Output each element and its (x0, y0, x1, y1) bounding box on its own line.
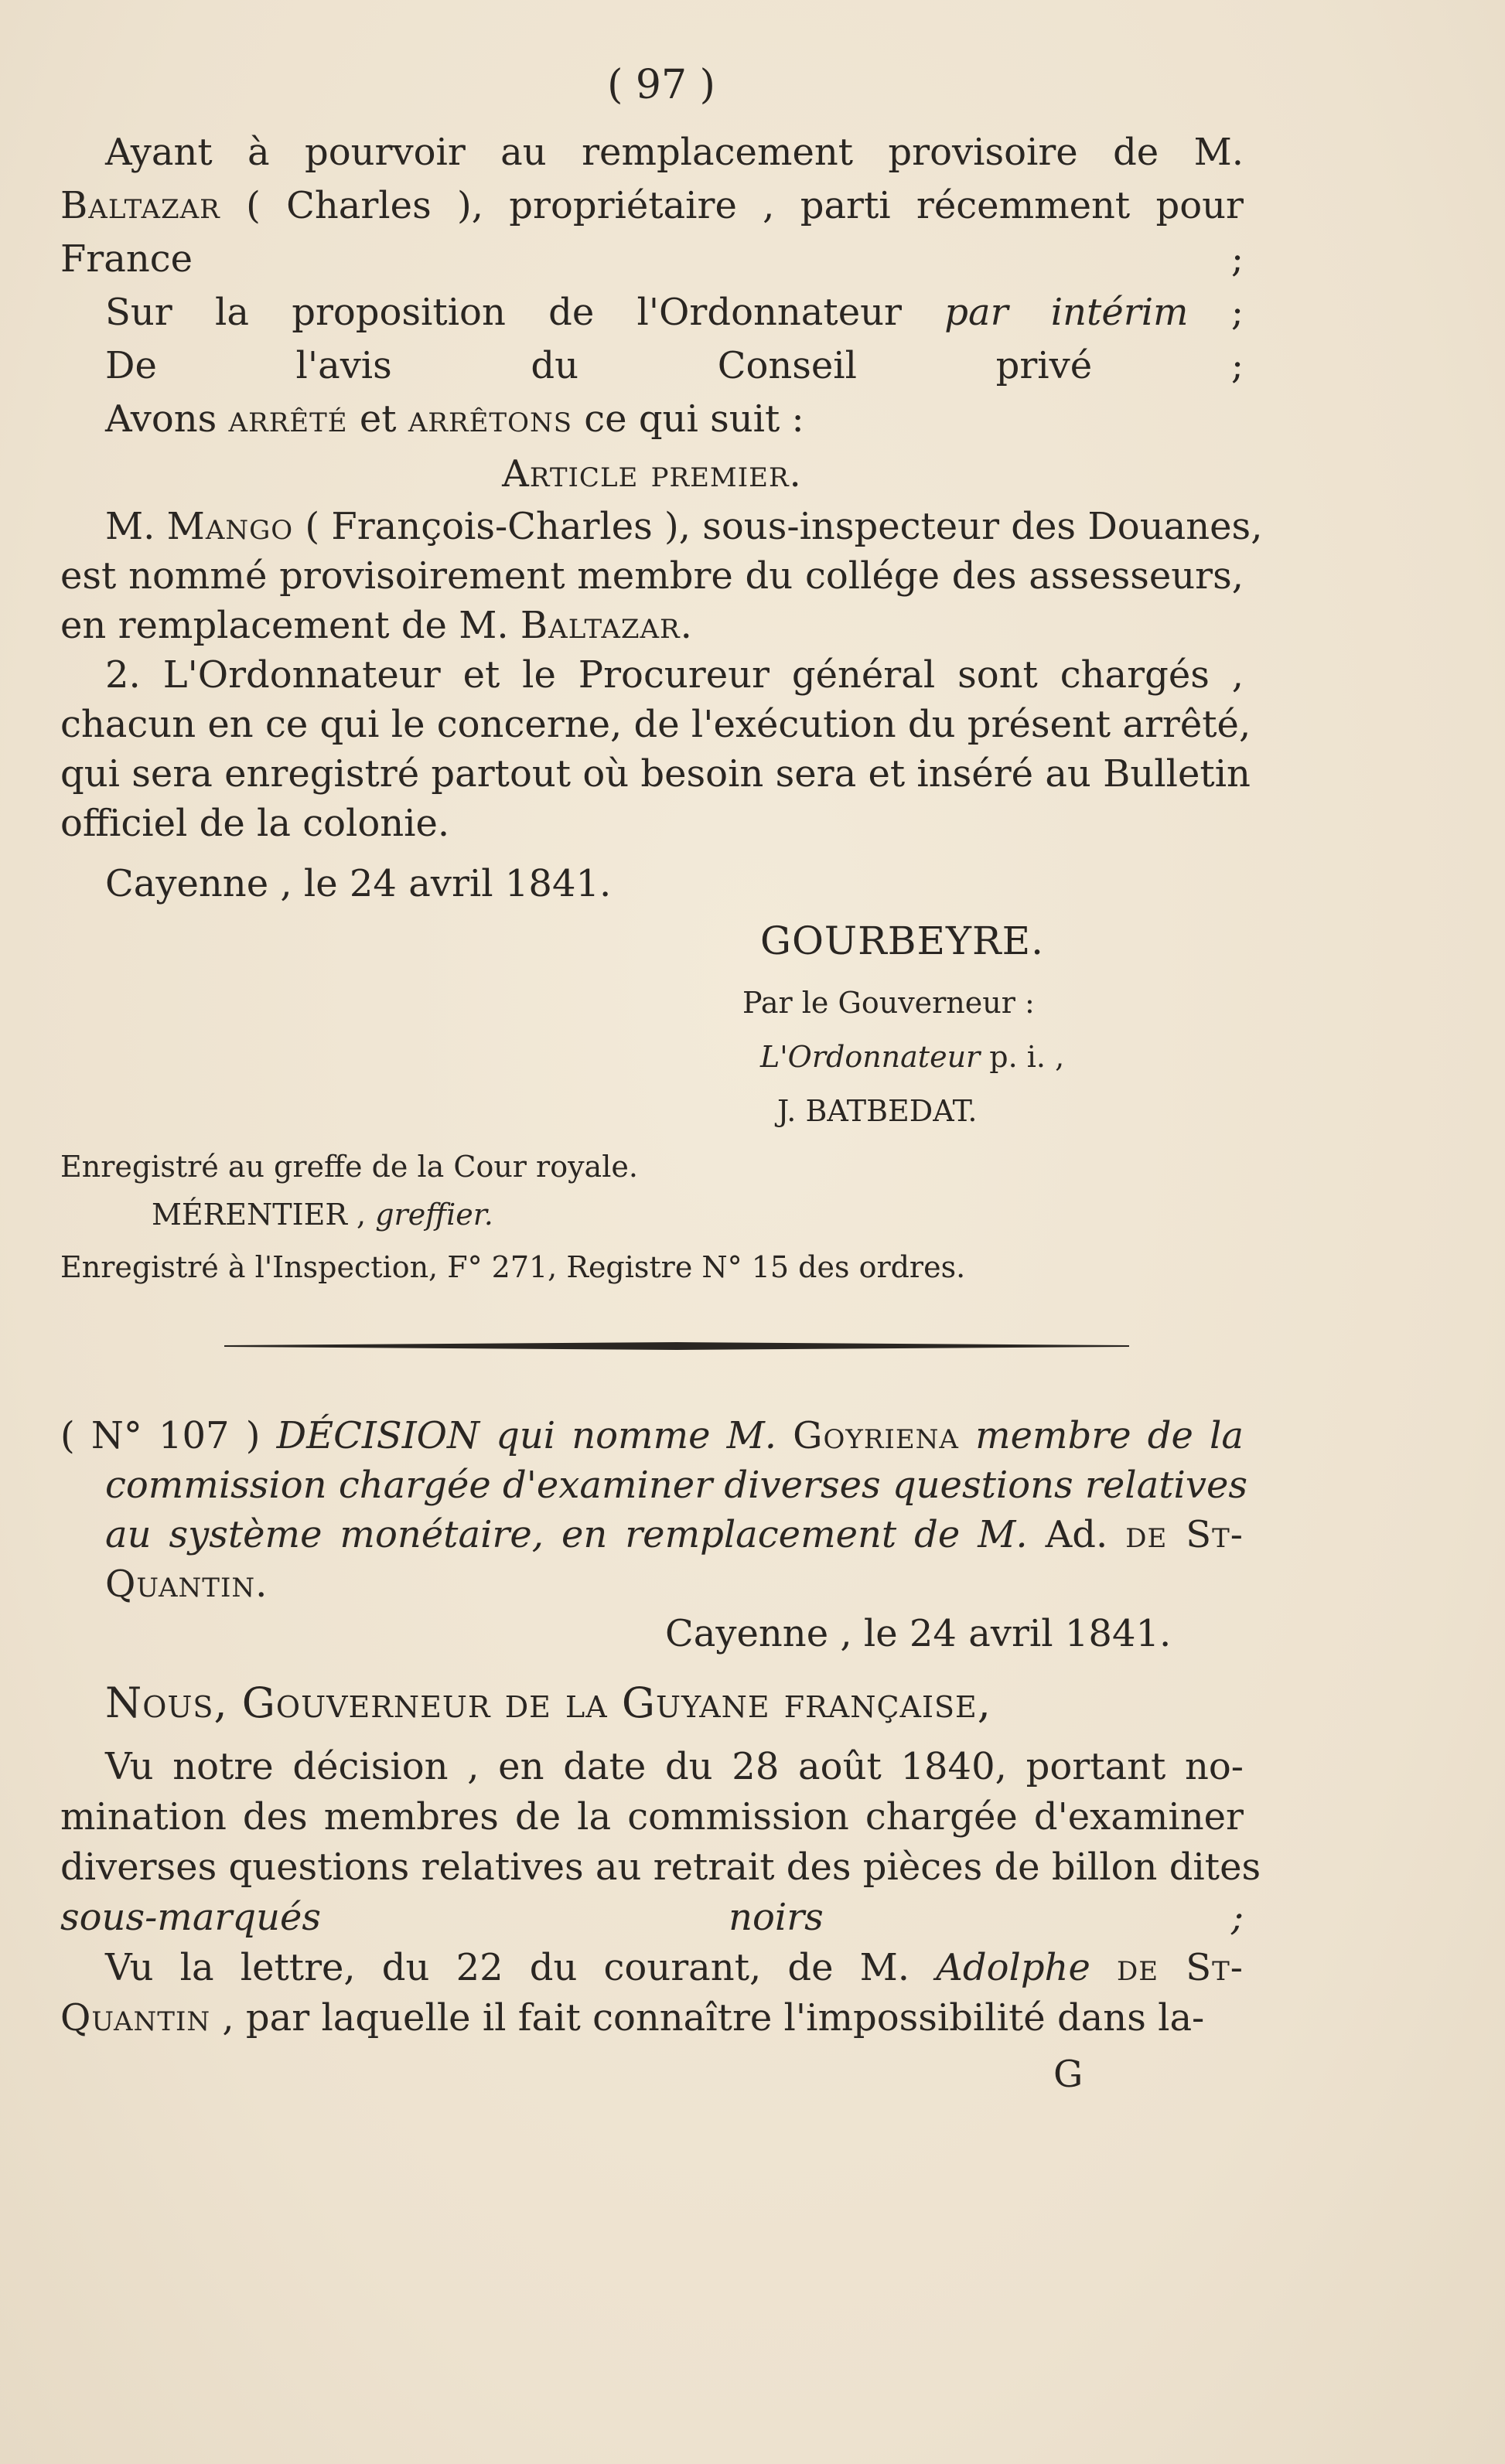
text-run: mination des membres de la commission chargée d'examiner (60, 1795, 1244, 1839)
text-line (60, 235, 1244, 283)
arrete-date: Cayenne , le 24 avril 1841. (105, 862, 612, 905)
greffier-line (152, 1191, 1335, 1239)
greffe-registration: Enregistré au greffe de la Cour royale. (60, 1150, 638, 1184)
text-run: commission chargée d'examiner diverses questions relatives (105, 1464, 1248, 1507)
text-run: qui sera enregistré partout où besoin sera et inséré au Bulletin (60, 752, 1251, 796)
text-run: Baltazar (520, 604, 681, 647)
text-line (105, 342, 1244, 390)
section-divider-rule (224, 1341, 1129, 1351)
inspection-registration: Enregistré à l'Inspection, F° 271, Registre N° 15 des ordres. (60, 1250, 966, 1284)
text-line (105, 128, 1244, 176)
text-run: sous-marqués noirs ; (60, 1896, 1244, 1939)
text-run: Adolphe (936, 1946, 1090, 1989)
text-run: Ad. (1045, 1513, 1126, 1556)
text-run: membre de la (959, 1414, 1244, 1457)
text-run: 2. L'Ordonnateur et le Procureur général sont chargés , (105, 653, 1244, 697)
text-run: en remplacement de M. (60, 604, 520, 647)
text-line (105, 651, 1244, 699)
text-run: officiel de la colonie. (60, 802, 450, 845)
text-line (60, 700, 1251, 748)
text-run: Quantin (60, 1996, 211, 2040)
par-le-gouverneur: Par le Gouverneur : (742, 986, 1035, 1020)
text-run: et (347, 397, 408, 441)
text-run: Goyriena (793, 1414, 959, 1457)
text-run: Vu notre décision , en date du 28 août 1840, portant no- (105, 1745, 1244, 1788)
text-line (60, 552, 1244, 600)
text-line (105, 1511, 1244, 1559)
text-run: Vu la lettre, du 22 du courant, de M. (105, 1946, 937, 1989)
text-run: Baltazar (60, 184, 220, 227)
text-line (60, 1793, 1244, 1841)
decision-date: Cayenne , le 24 avril 1841. (665, 1612, 1172, 1655)
text-run: ( Charles ), propriétaire , parti récemment pour (220, 184, 1244, 227)
text-line (105, 1560, 1244, 1608)
text-line (60, 1994, 1244, 2042)
text-run: arrêtons (408, 397, 573, 441)
ordonnateur-line (760, 1033, 1224, 1081)
text-run: de St- (1125, 1513, 1244, 1556)
text-run: . (680, 604, 692, 647)
text-line (105, 1743, 1244, 1791)
text-run: DÉCISION qui nomme M. (276, 1414, 793, 1457)
signature-mark: G (1053, 2053, 1084, 2096)
text-run: ( N° 107 ) (60, 1414, 277, 1457)
text-line (60, 750, 1251, 798)
countersignature: J. BATBEDAT. (777, 1094, 978, 1128)
text-run: De l'avis du Conseil privé ; (105, 344, 1244, 387)
text-line (60, 182, 1244, 230)
text-run: ( François-Charles ), sous-inspecteur des Douanes, (293, 505, 1263, 548)
text-run: arrêté (228, 397, 348, 441)
text-line (105, 395, 1244, 443)
text-run (1090, 1946, 1117, 1989)
text-run: France ; (60, 237, 1244, 281)
text-run: ce qui suit : (572, 397, 804, 441)
greffier-title: greffier. (366, 1198, 493, 1232)
text-line (60, 1893, 1244, 1941)
text-run: , par laquelle il fait connaître l'impossibilité dans la- (210, 1996, 1205, 2040)
text-run: Avons (105, 397, 229, 441)
greffier-name: MÉRENTIER , (152, 1198, 367, 1232)
text-run: chacun en ce qui le concerne, de l'exécution du présent arrêté, (60, 703, 1251, 746)
governor-signature: GOURBEYRE. (760, 918, 1045, 963)
ordonnateur-suffix: p. i. , (980, 1040, 1065, 1074)
decision-opening: Nous, Gouverneur de la Guyane française, (105, 1678, 991, 1727)
text-line (105, 503, 1263, 550)
ordonnateur-label: L'Ordonnateur (760, 1040, 981, 1074)
text-run: Sur la proposition de l'Ordonnateur (105, 291, 945, 334)
text-line (60, 1843, 1261, 1891)
text-run: Quantin. (105, 1563, 268, 1606)
text-run: ; (1188, 291, 1244, 334)
text-line (60, 602, 1244, 649)
text-line (105, 1944, 1244, 1992)
text-line (105, 1461, 1248, 1509)
text-run: diverses questions relatives au retrait des pièces de billon dites (60, 1845, 1261, 1889)
text-run: par intérim (944, 291, 1189, 334)
text-line (105, 288, 1244, 336)
text-run: de St- (1117, 1946, 1244, 1989)
text-line (60, 799, 1244, 847)
text-line (60, 1412, 1244, 1460)
text-run: est nommé provisoirement membre du collége des assesseurs, (60, 554, 1244, 598)
text-run: M. (105, 505, 167, 548)
text-run: au système monétaire, en remplacement de M. (105, 1513, 1046, 1556)
text-run: Ayant à pourvoir au remplacement provisoire de M. (105, 131, 1244, 174)
article-heading: Article premier. (502, 452, 802, 496)
page-number: ( 97 ) (607, 62, 715, 108)
text-run: Mango (166, 505, 294, 548)
